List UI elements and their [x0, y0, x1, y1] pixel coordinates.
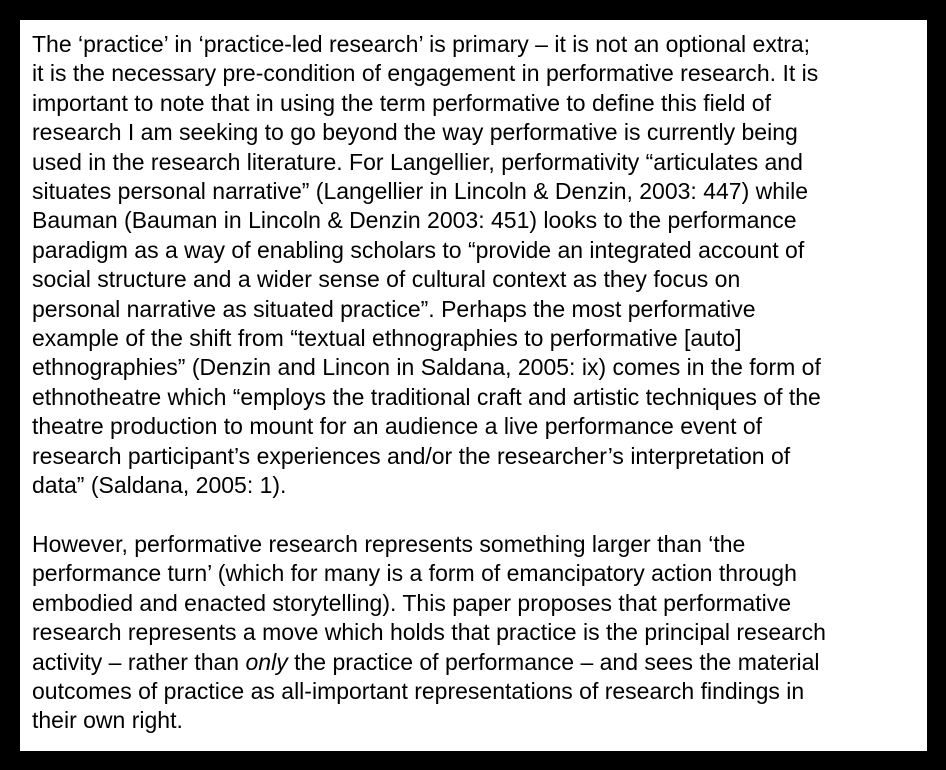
- document-body: [32, 30, 932, 736]
- paragraph-1: [32, 30, 932, 501]
- paragraph-line-with-emphasis: [32, 648, 932, 677]
- paragraph-line: performance turn’ (which for many is a form of emancipatory action through: [32, 560, 797, 587]
- paragraph-line: ethnographies” (Denzin and Lincon in Saldana, 2005: ix) comes in the form of: [32, 354, 821, 381]
- paragraph-line: research participant’s experiences and/or the researcher’s interpretation of: [32, 442, 791, 469]
- line-text: activity – rather than: [32, 648, 246, 675]
- paragraph-line: Bauman (Bauman in Lincoln & Denzin 2003: 451) looks to the performance: [32, 207, 797, 234]
- paragraph-gap: [32, 501, 932, 530]
- paragraph-line: their own right.: [32, 707, 183, 734]
- paragraph-line: research I am seeking to go beyond the way performative is currently being: [32, 119, 798, 146]
- paragraph-line: research represents a move which holds that practice is the principal research: [32, 619, 826, 646]
- paragraph-line: embodied and enacted storytelling). This paper proposes that performative: [32, 589, 792, 616]
- paragraph-line: paradigm as a way of enabling scholars to “provide an integrated account of: [32, 236, 805, 263]
- paragraph-line: outcomes of practice as all-important representations of research findings in: [32, 677, 805, 704]
- emphasis-text: only: [245, 648, 288, 675]
- paragraph-line: example of the shift from “textual ethnographies to performative [auto]: [32, 325, 742, 352]
- paragraph-line: it is the necessary pre-condition of engagement in performative research. It is: [32, 60, 819, 87]
- paragraph-line: important to note that in using the term performative to define this field of: [32, 89, 771, 116]
- paragraph-line: However, performative research represents something larger than ‘the: [32, 530, 746, 557]
- line-text: the practice of performance – and sees the material: [287, 648, 820, 675]
- paragraph-line: theatre production to mount for an audience a live performance event of: [32, 413, 763, 440]
- paragraph-line: situates personal narrative” (Langellier in Lincoln & Denzin, 2003: 447) while: [32, 178, 809, 205]
- paragraph-line: social structure and a wider sense of cultural context as they focus on: [32, 266, 741, 293]
- paragraph-2: [32, 530, 932, 736]
- paragraph-line: data” (Saldana, 2005: 1).: [32, 472, 287, 499]
- paragraph-line: The ‘practice’ in ‘practice-led research’ is primary – it is not an optional extra;: [32, 31, 811, 57]
- paragraph-line: personal narrative as situated practice”. Perhaps the most performative: [32, 295, 756, 322]
- paragraph-line: ethnotheatre which “employs the traditional craft and artistic techniques of the: [32, 383, 821, 410]
- document-page: [20, 20, 927, 751]
- paragraph-line: used in the research literature. For Langellier, performativity “articulates and: [32, 148, 803, 175]
